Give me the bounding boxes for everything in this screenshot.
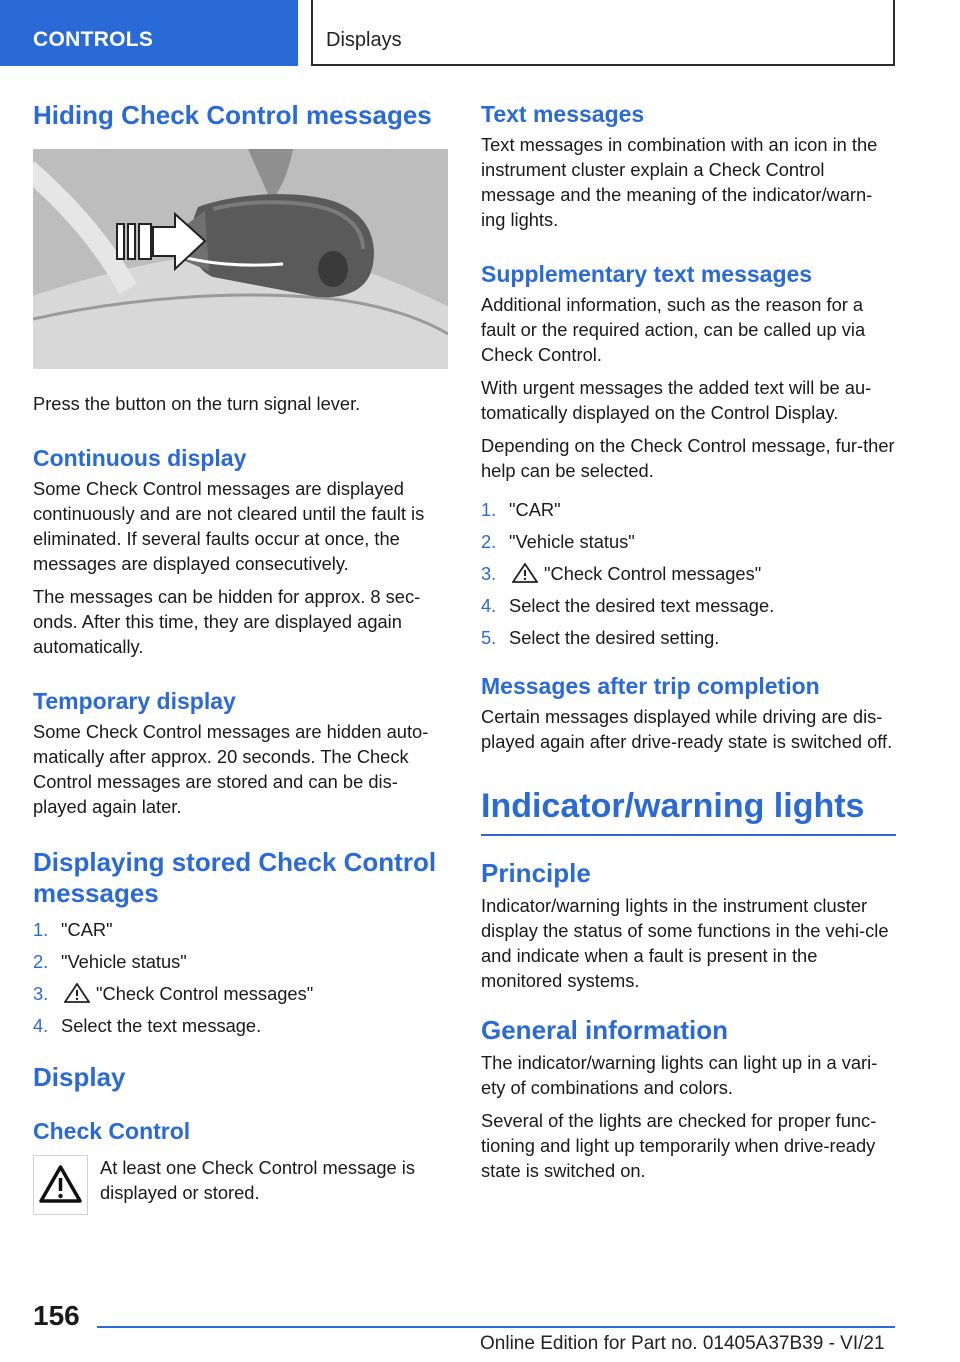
subsection-tab[interactable]	[311, 0, 895, 66]
section-tab[interactable]	[0, 0, 298, 66]
after-trip-paragraph: Certain messages displayed while driving are dis‐played again after drive-ready state is switched off.	[481, 706, 893, 752]
supplementary-paragraph-2: With urgent messages the added text will be au‐tomatically displayed on the Control Display.	[481, 377, 872, 423]
warning-triangle-icon	[64, 983, 90, 1003]
warning-triangle-icon	[512, 563, 538, 583]
temporary-heading: Temporary display	[33, 688, 236, 714]
supplementary-paragraph-3: Depending on the Check Control message, fur‐ther help can be selected.	[481, 435, 895, 481]
list-item: 4. Select the desired text message.	[481, 595, 775, 616]
list-item: 4. Select the text message.	[33, 1015, 262, 1036]
text-messages-paragraph: Text messages in combination with an icon in the instrument cluster explain a Check Control message and the meaning of the indicator/warn‐ing lights.	[481, 134, 878, 230]
display-heading: Display	[33, 1062, 126, 1092]
hiding-heading: Hiding Check Control messages	[33, 100, 432, 130]
checkcontrol-heading: Check Control	[33, 1118, 191, 1144]
list-item: 2. "Vehicle status"	[481, 531, 635, 552]
stored-heading: Displaying stored Check Control messages	[33, 847, 437, 908]
subsection-label: Displays	[326, 29, 402, 51]
principle-paragraph: Indicator/warning lights in the instrument cluster display the status of some functions in the vehi‐cle and indicate when a fault is present in the monitored systems.	[481, 895, 889, 991]
general-paragraph-2: Several of the lights are checked for proper func‐tioning and light up temporarily when drive-ready state is switched on.	[481, 1110, 877, 1181]
warning-triangle-icon	[33, 1155, 88, 1215]
left-column	[33, 100, 448, 1215]
heading-rule	[481, 834, 896, 836]
checkcontrol-block	[33, 1155, 448, 1215]
lever-illustration	[33, 149, 448, 369]
page-number: 156	[33, 1300, 80, 1331]
list-item: 1. "CAR"	[481, 499, 561, 520]
general-heading: General information	[481, 1015, 729, 1045]
supplementary-paragraph-1: Additional information, such as the reason for a fault or the required action, can be called up via Check Control.	[481, 294, 866, 365]
turn-signal-lever-photo	[33, 149, 448, 369]
list-item: 2. "Vehicle status"	[33, 951, 187, 972]
supplementary-heading: Supplementary text messages	[481, 261, 813, 287]
principle-heading: Principle	[481, 858, 591, 888]
section-label: CONTROLS	[33, 28, 154, 51]
edition-note: Online Edition for Part no. 01405A37B39 - VI/21	[480, 1333, 885, 1354]
stored-steps-list	[33, 917, 448, 1038]
page-header	[0, 0, 960, 66]
continuous-paragraph-2: The messages can be hidden for approx. 8 sec‐onds. After this time, they are displayed again automatically.	[33, 586, 421, 657]
indicator-heading: Indicator/warning lights	[481, 787, 865, 825]
continuous-heading: Continuous display	[33, 445, 247, 471]
text-messages-heading: Text messages	[481, 101, 645, 127]
list-item: 1. "CAR"	[33, 919, 113, 940]
list-item: 3. "Check Control messages"	[33, 983, 314, 1004]
list-item: 5. Select the desired setting.	[481, 627, 720, 648]
temporary-paragraph: Some Check Control messages are hidden auto‐matically after approx. 20 seconds. The Check Control messages are stored and can be dis‐played again later.	[33, 721, 429, 817]
after-trip-heading: Messages after trip completion	[481, 673, 820, 699]
right-column	[481, 100, 896, 1183]
checkcontrol-text: At least one Check Control message is displayed or stored.	[100, 1157, 415, 1203]
footer-rule	[97, 1326, 895, 1328]
list-item: 3. "Check Control messages"	[481, 563, 762, 584]
continuous-paragraph-1: Some Check Control messages are displayed continuously and are not cleared until the fault is eliminated. If several faults occur at once, the messages are displayed consecutively.	[33, 478, 425, 574]
general-paragraph-1: The indicator/warning lights can light up in a vari‐ety of combinations and colors.	[481, 1052, 878, 1098]
hiding-caption: Press the button on the turn signal lever.	[33, 393, 361, 414]
supplementary-steps-list	[481, 497, 896, 650]
